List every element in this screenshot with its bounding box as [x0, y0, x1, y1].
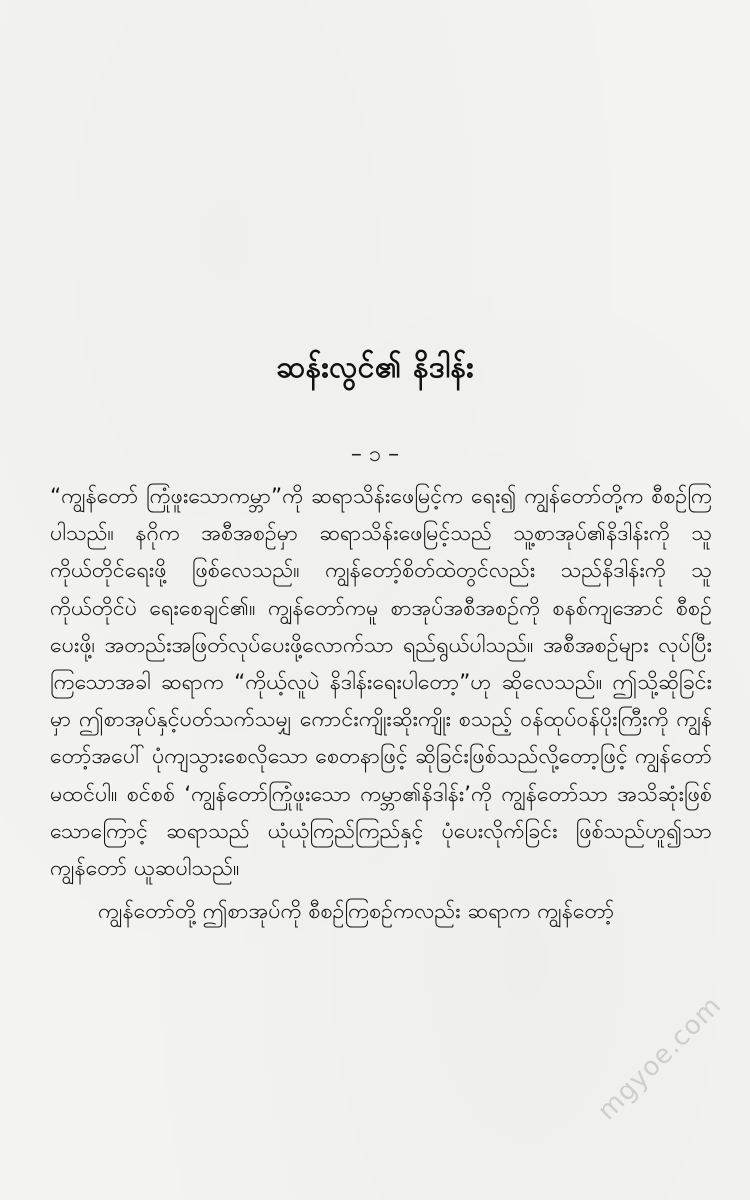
chapter-marker: – ၁ –	[350, 442, 400, 467]
paragraph: ကျွန်တော်တို့ ဤစာအုပ်ကို စီစဉ်ကြစဉ်ကလည်း ဆရာက ကျွန်တော့်	[98, 899, 615, 925]
paragraph: “ကျွန်တော် ကြုံဖူးသောကမ္ဘာ”ကို ဆရာသိန်းဖေမြင့်က ရေး၍ ကျွန်တော်တို့က စီစဉ်ကြပါသည်။ နဂိုက အစီအစဉ်မှာ ဆရာသိန်းဖေမြင့်သည် သူ့စာအုပ်၏နိဒါန်းကို သူကိုယ်တိုင်ရေးဖို့ ဖြစ်လေသည်။ ကျွန်တော့်စိတ်ထဲတွင်လည်း သည်နိဒါန်းကို သူကိုယ်တိုင်ပဲ ရေးစေချင်၏။ ကျွန်တော်ကမူ စာအုပ်အစီအစဉ်ကို စနစ်ကျအောင် စီစဉ်ပေးဖို့၊ အတည်းအဖြတ်လုပ်ပေးဖို့လောက်သာ ရည်ရွယ်ပါသည်။ အစီအစဉ်များ လုပ်ပြီးကြသောအခါ ဆရာက “ကိုယ့်လူပဲ နိဒါန်းရေးပါတော့”ဟု ဆိုလေသည်။ ဤသို့ဆိုခြင်းမှာ ဤစာအုပ်နှင့်ပတ်သက်သမျှ ကောင်းကျိုးဆိုးကျိုး စသည့် ဝန်ထုပ်ဝန်ပိုးကြီးကို ကျွန်တော့်အပေါ် ပုံကျသွားစေလိုသော စေတနာဖြင့် ဆိုခြင်းဖြစ်သည်လို့တော့ဖြင့် ကျွန်တော် မထင်ပါ။ စင်စစ် ‘ကျွန်တော်ကြုံဖူးသော ကမ္ဘာ၏နိဒါန်း’ကို ကျွန်တော်သာ အသိဆုံးဖြစ်သောကြောင့် ဆရာသည် ယုံယုံကြည်ကြည်နှင့် ပုံပေးလိုက်ခြင်း ဖြစ်သည်ဟူ၍သာ ကျွန်တော် ယူဆပါသည်။	[50, 484, 712, 882]
watermark: mgyoe.com	[592, 990, 728, 1127]
body-text	[50, 478, 712, 930]
page-title: ဆန်းလွင်၏ နိဒါန်း	[275, 350, 475, 385]
